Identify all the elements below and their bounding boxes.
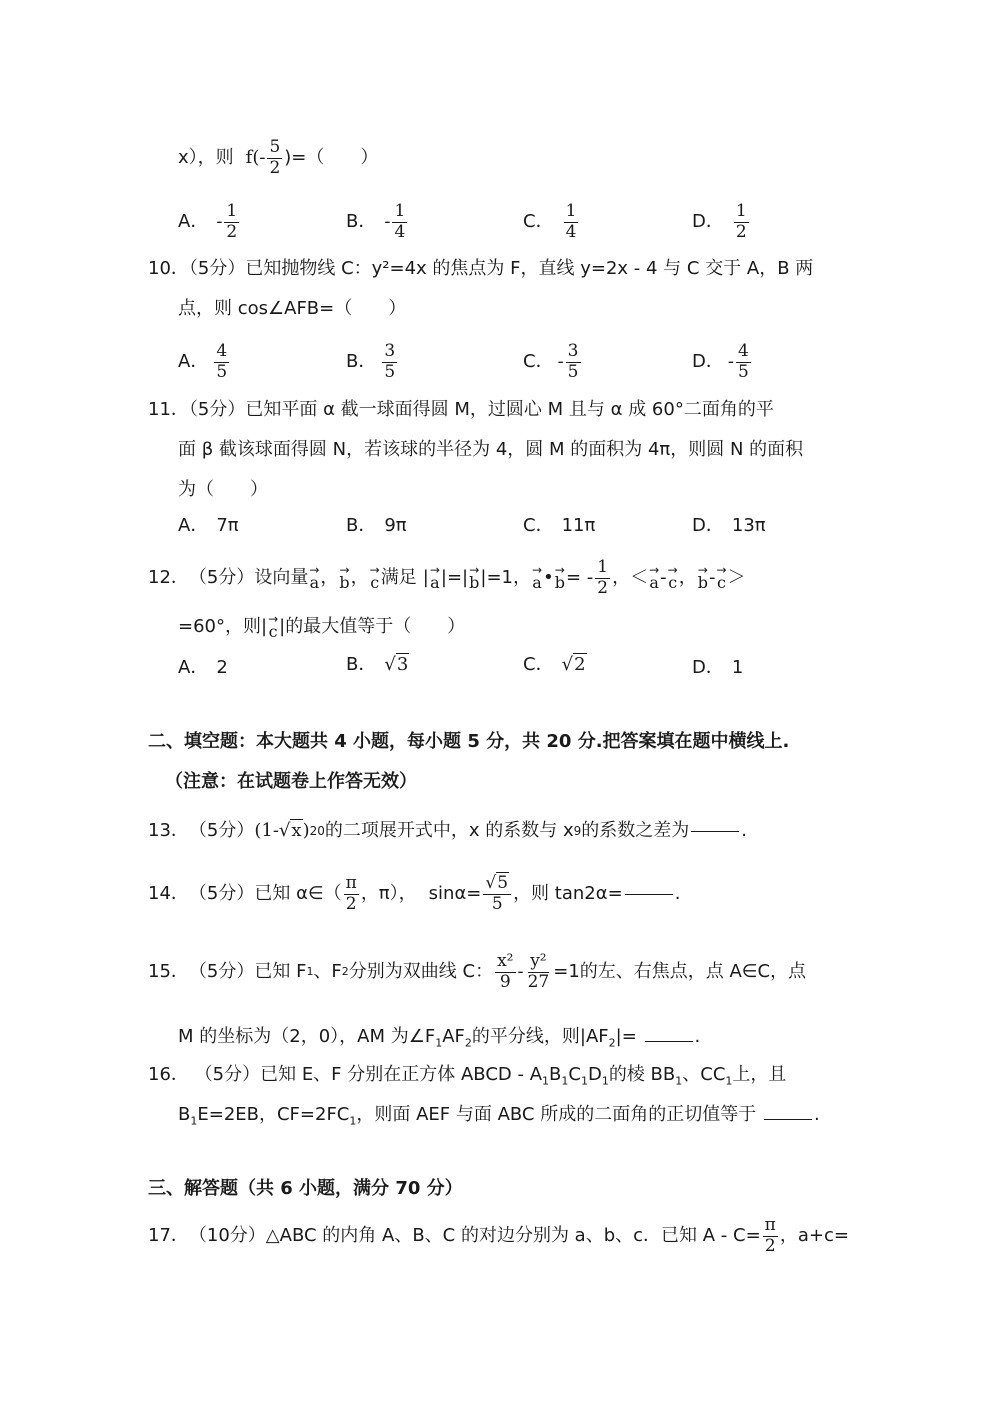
section-3-heading: 三、解答题（共 6 小题，满分 70 分）: [148, 1178, 463, 1199]
section-2-note: （注意：在试题卷上作答无效）: [165, 771, 417, 792]
vector-a: → a: [309, 562, 320, 593]
q14-fraction-pi: $\frac{\pi}{2}$: [345, 872, 357, 914]
q17-fraction: $\frac{\pi}{2}$: [764, 1214, 776, 1256]
q11-line1: 11．（5分）已知平面 α 截一球面得圆 M，过圆心 M 且与 α 成 60°二面角的平: [148, 399, 774, 420]
q10-option-b: B． $\frac{3}{5}$: [346, 340, 396, 382]
q15-answer-blank: [645, 1041, 693, 1042]
q15-line1: 15． （5分）已知 F 1 、F 2 分别为双曲线 C： $\frac{\text{x²}}{9}$ - $\frac{\text{y²}}{27}$ =1的左、右焦点，点 A∈C，点: [148, 950, 807, 992]
q10-line1: 10．（5分）已知抛物线 C：y²=4x 的焦点为 F，直线 y=2x - 4 与 C 交于 A，B 两: [148, 258, 814, 279]
q11-line2: 面 β 截该球面得圆 N，若该球的半径为 4，圆 M 的面积为 4π，则圆 N 的面积: [178, 439, 804, 460]
q9-option-c: C． $\frac{1}{4}$: [523, 200, 577, 242]
q10-option-a: A． $\frac{4}{5}$: [178, 340, 228, 382]
q11-line3: 为（ ）: [178, 479, 268, 500]
q12-number: 12．: [148, 567, 189, 588]
q13-answer-blank: [691, 831, 739, 832]
q12-option-d: D． 1: [692, 657, 744, 678]
q15-number: 15．: [148, 961, 189, 982]
q12-option-a: A． 2: [178, 657, 228, 678]
q16-line2: $B_1E=2EB$，$CF=2FC_1$，则面 AEF 与面 ABC 所成的二面角的正切值等于 .: [178, 1104, 820, 1128]
q17-line: 17． （10分）△ABC 的内角 A、B、C 的对边分别为 a、b、c．已知 A - C= $\frac{\pi}{2}$ ，a+c=: [148, 1214, 849, 1256]
q11-option-a: A． 7π: [178, 515, 239, 536]
q15-line2: M 的坐标为（2，0），AM 为$\angle F_1AF_2$的平分线，则$|AF_2|=$ .: [178, 1026, 701, 1050]
q9-option-a: A． - $\frac{1}{2}$: [178, 200, 238, 242]
q16-number: 16．: [148, 1064, 189, 1085]
q11-option-d: D． 13π: [692, 515, 766, 536]
q9-stem-continuation: [178, 136, 378, 180]
vector-b: → b: [339, 562, 350, 593]
q16-answer-blank: [764, 1119, 812, 1120]
q11-number: 11．: [148, 399, 189, 420]
q14-number: 14．: [148, 883, 189, 904]
vector-c: → c: [369, 562, 380, 593]
q17-number: 17．: [148, 1225, 189, 1246]
q12-line2: =60°，则 | → c | 的最大值等于（ ）: [178, 611, 466, 642]
q12-line1: 12． （5分）设向量 → a ， → b ， → c 满足 | → a | = | → b | =1， → a • → b = - $\frac{1}{2}$ ，＜ → a - → c ， → b - → c ＞: [148, 556, 746, 598]
q11-option-b: B． 9π: [346, 515, 407, 536]
q12-option-c: C． √2: [523, 654, 586, 675]
q9-text: x），则: [178, 147, 234, 168]
q16-line1: 16． （5分）已知 E、F 分别在正方体 ABCD - $A_1B_1C_1D_1$的棱 $BB_1$、$CC_1$上，且: [148, 1064, 787, 1088]
section-2-heading: 二、填空题：本大题共 4 小题，每小题 5 分，共 20 分.把答案填在题中横线上.: [148, 731, 790, 752]
q14-line: 14． （5分）已知 α∈（ $\frac{\pi}{2}$ ，π）， sinα= $\frac{√5}{5}$ ，则 tan2α= .: [148, 872, 681, 914]
q13-number: 13．: [148, 820, 189, 841]
q12-option-b: B． √3: [346, 654, 409, 675]
q9-tail: )=（ ）: [284, 147, 379, 168]
q13-line: 13． （5分） (1- √x ) 20 的二项展开式中，x 的系数与 x 9 的系数之差为 .: [148, 820, 747, 841]
q9-minus: -: [259, 147, 266, 168]
q10-number: 10．: [148, 258, 189, 279]
q10-option-d: D． - $\frac{4}{5}$: [692, 340, 749, 382]
q14-fraction-sqrt: $\frac{√5}{5}$: [483, 875, 511, 914]
q10-line2: 点，则 cos∠AFB=（ ）: [178, 298, 407, 319]
q10-option-c: C． - $\frac{3}{5}$: [523, 340, 579, 382]
q9-fraction: $\frac{5}{2}$: [269, 136, 281, 178]
q15-fraction-x: $\frac{\text{x²}}{9}$: [497, 950, 514, 992]
q9-option-b: B． - $\frac{1}{4}$: [346, 200, 406, 242]
q12-fraction: $\frac{1}{2}$: [597, 556, 609, 598]
q11-option-c: C． 11π: [523, 515, 596, 536]
q14-answer-blank: [625, 894, 673, 895]
q15-fraction-y: $\frac{\text{y²}}{27}$: [527, 950, 550, 992]
q9-option-d: D． $\frac{1}{2}$: [692, 200, 747, 242]
q9-func: f(: [245, 147, 260, 168]
